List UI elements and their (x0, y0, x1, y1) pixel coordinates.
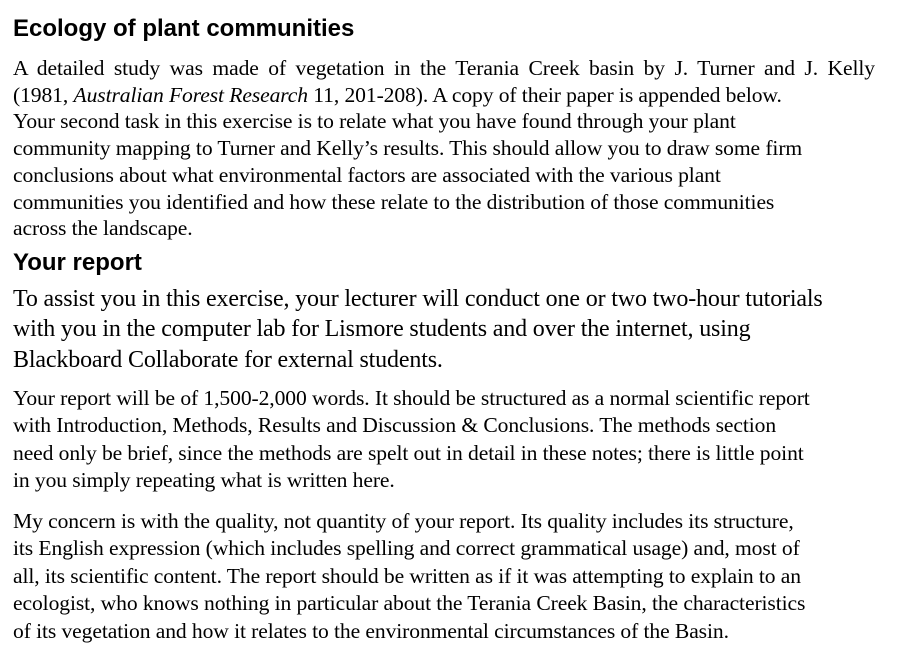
citation-pages: 11, 201-208). A copy of their paper is appended below. (307, 82, 782, 107)
paragraph-report-quality (13, 508, 903, 646)
document-body (13, 14, 903, 645)
text-line: To assist you in this exercise, your lecturer will conduct one or two two-hour tutorials (13, 285, 823, 312)
text-line: conclusions about what environmental factors are associated with the various plant (13, 162, 721, 187)
text-line: ecologist, who knows nothing in particular about the Terania Creek Basin, the characteristics (13, 591, 806, 616)
text-line: all, its scientific content. The report should be written as if it was attempting to explain to an (13, 563, 801, 588)
text-line: communities you identified and how these relate to the distribution of those communities (13, 189, 775, 214)
heading-ecology-of-plant-communities: Ecology of plant communities (13, 15, 355, 42)
text-line: its English expression (which includes spelling and correct grammatical usage) and, most of (13, 536, 800, 561)
text-line: with you in the computer lab for Lismore students and over the internet, using (13, 316, 751, 343)
text-line: Your report will be of 1,500-2,000 words. It should be structured as a normal scientific report (13, 385, 810, 410)
citation-year: (1981, (13, 82, 74, 107)
text-line: across the landscape. (13, 216, 193, 241)
text-line: with Introduction, Methods, Results and Discussion & Conclusions. The methods section (13, 413, 777, 438)
text-line: Your second task in this exercise is to relate what you have found through your plant (13, 109, 736, 134)
text-line: in you simply repeating what is written here. (13, 468, 395, 493)
journal-title: Australian Forest Research (73, 82, 308, 107)
text-line (13, 82, 903, 109)
text-line: A detailed study was made of vegetation in the Terania Creek basin by J. Turner and J. Kelly (13, 56, 875, 80)
paragraph-report-length (13, 385, 903, 495)
heading-your-report: Your report (13, 248, 142, 276)
text-line: My concern is with the quality, not quantity of your report. Its quality includes its structure, (13, 508, 794, 533)
paragraph-terania-study (13, 55, 903, 242)
paragraph-tutorials (13, 284, 903, 375)
text-line: Blackboard Collaborate for external students. (13, 346, 443, 373)
text-line: community mapping to Turner and Kelly’s results. This should allow you to draw some firm (13, 136, 803, 161)
text-line: of its vegetation and how it relates to the environmental circumstances of the Basin. (13, 618, 729, 643)
text-line: need only be brief, since the methods are spelt out in detail in these notes; there is little point (13, 440, 804, 465)
